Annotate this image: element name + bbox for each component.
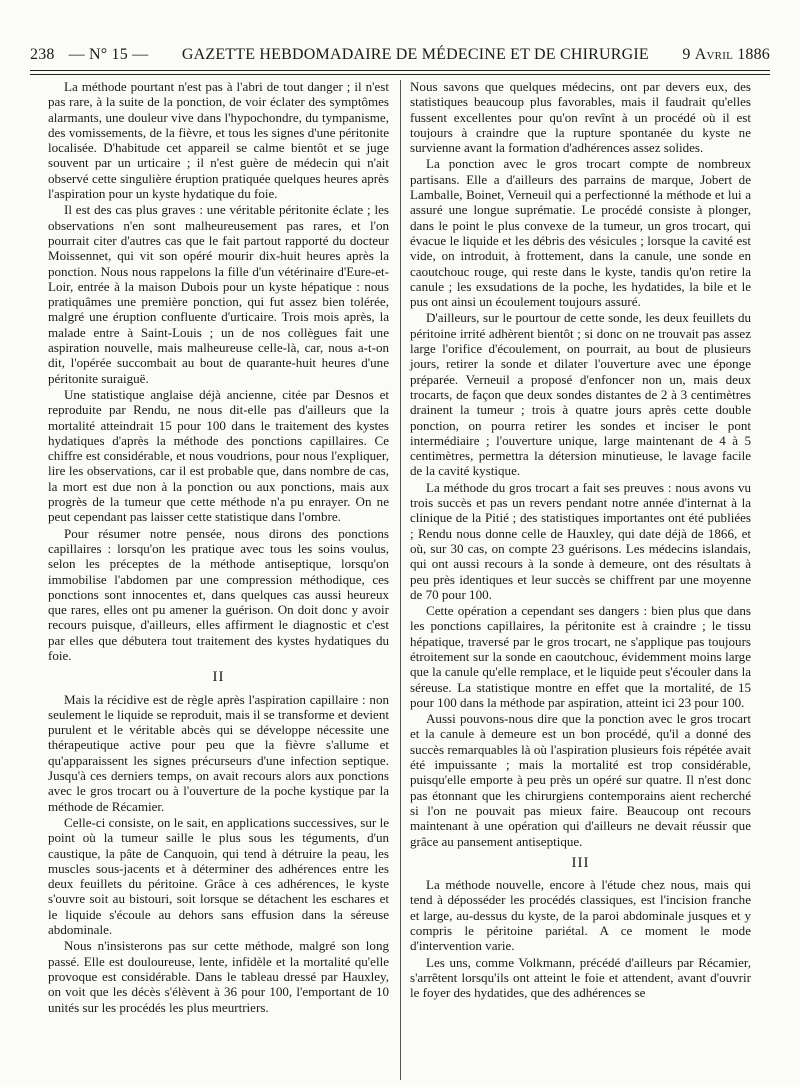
left-column (48, 79, 389, 1015)
issue-number: — N° 15 — (68, 46, 149, 63)
header-rule-top (30, 70, 770, 71)
issue-date (682, 46, 770, 64)
right-column (410, 79, 751, 1001)
page-header (30, 46, 770, 64)
page-number: 238 (30, 46, 55, 63)
paragraph: Aussi pouvons-nous dire que la ponction avec le gros trocart et la canule à demeure est un bon procédé, qu'il a donné des succès remarquables là où l'aspiration plusieurs fois répétée avait été impuissante ; mais la mortalité est trop considérable, puisqu'elle emporte à peu près un opéré sur quatre. Il n'est donc pas étonnant que les chirurgiens contemporains aient recherché si l'on ne pouvait pas mieux faire. Beaucoup ont recours maintenant à une opération qui d'ailleurs ne devait réussir que grâce au pansement antiseptique. (410, 711, 751, 849)
section-heading: III (571, 854, 590, 871)
paragraph: D'ailleurs, sur le pourtour de cette sonde, les deux feuillets du péritoine irrité adhèrent bientôt ; si donc on ne trouvait pas assez large l'orifice d'écoulement, on pourrait, au bout de plusieurs jours, retirer la sonde et dilater l'ouverture avec une éponge préparée. Verneuil a proposé d'enfoncer non un, mais deux trocarts, de façon que deux sondes distantes de 2 à 3 centimètres drainent la tumeur ; trois à quatre jours après cette double ponction, on pourra retirer les sondes et inciser le pont intermédiaire ; l'ouverture unique, large maintenant de 4 à 5 centimètres, permettra la détersion minutieuse, le lavage facile de la cavité kystique. (410, 310, 751, 479)
issue-date-month: Avril (694, 46, 733, 63)
paragraph: Nous n'insisterons pas sur cette méthode, malgré son long passé. Elle est douloureuse, lente, infidèle et la mortalité qu'elle provoque est considérable. Dans le tableau dressé par Hauxley, on voit que les décès s'élèvent à 36 pour 100, l'emportant de 10 unités sur les procédés les plus meurtriers. (48, 938, 389, 1015)
paragraph: La méthode du gros trocart a fait ses preuves : nous avons vu trois succès et pas un revers pendant notre année d'internat à la clinique de la Pitié ; des statistiques importantes ont été publiées ; Rendu nous donne celle de Hauxley, qui date déjà de 1866, et où, sur 30 cas, on compte 23 guérisons. Les médecins islandais, qui ont aussi recours à la sonde à demeure, ont des résultats à peu près identiques et leur succès se chiffrent par une moyenne de 70 pour 100. (410, 479, 751, 602)
column-divider (400, 80, 401, 1080)
paragraph: La méthode nouvelle, encore à l'étude chez nous, mais qui tend à déposséder les procédés classiques, est l'incision franche et large, au-dessus du kyste, de la paroi abdominale jusques et y compris le péritoine pariétal. A ce moment le mode d'intervention varie. (410, 877, 751, 954)
paragraph: Cette opération a cependant ses dangers : bien plus que dans les ponctions capillaires, la péritonite est à craindre ; le tissu hépatique, traversé par le gros trocart, ne s'applique pas toujours étroitement sur la sonde en caoutchouc, évidemment moins large que la canule qu'elle remplace, et le liquide peut s'écouler dans la séreuse. La statistique montre en effet que la mortalité, de 15 pour 100 dans la méthode par aspiration, atteint ici 23 pour 100. (410, 603, 751, 710)
paragraph: Mais la récidive est de règle après l'aspiration capillaire : non seulement le liquide se reproduit, mais il se transforme et devient purulent et le véritable abcès qui se développe nécessite une thérapeutique active pour peu que la fièvre s'allume et qu'apparaissent les signes précurseurs d'une infection septique. Jusqu'à ces derniers temps, on avait recours alors aux ponctions avec le gros trocart ou à l'ouverture de la poche kystique par la méthode de Récamier. (48, 691, 389, 814)
paragraph: Celle-ci consiste, on le sait, en applications successives, sur le point où la tumeur saille le plus sous les téguments, d'un caustique, la pâte de Canquoin, qui tend à détruire la peau, les muscles sous-jacents et à déterminer des adhérences entre les deux feuillets du péritoine. Grâce à ces adhérences, le kyste s'ouvre soit au bistouri, soit lorsque se détachent les eschares et le liquide s'écoule au dehors sans effusion dans la séreuse abdominale. (48, 814, 389, 938)
paragraph: La méthode pourtant n'est pas à l'abri de tout danger ; il n'est pas rare, à la suite de la ponction, de voir éclater des symptômes alarmants, une douleur vive dans l'hypochondre, du tympanisme, des vomissements, de la fièvre, et tous les signes d'une péritonite localisée. D'habitude cet appareil se calme bientôt et se juge souvent par un urticaire ; il n'est guère de médecin qui n'ait observé cette singulière éruption pratiquée quelques heures après l'aspiration pour un kyste hydatique du foie. (48, 79, 389, 202)
header-rule-bottom (30, 74, 770, 75)
issue-date-day: 9 (682, 46, 691, 63)
paragraph: Nous savons que quelques médecins, ont par devers eux, des statistiques beaucoup plus favorables, mais il faudrait qu'elles fussent excellentes pour qu'on revînt à un procédé où il est toujours à craindre que la rupture spontanée du kyste ne survienne avant la formation d'adhérences assez solides. (410, 79, 751, 156)
paragraph: Les uns, comme Volkmann, précédé d'ailleurs par Récamier, s'arrêtent lorsqu'ils ont atteint le foie et attendent, avant d'ouvrir le foyer des hydatides, que des adhérences se (410, 954, 751, 1001)
paragraph: Une statistique anglaise déjà ancienne, citée par Desnos et reproduite par Rendu, ne nous dit-elle pas d'ailleurs que la mortalité atteindrait 15 pour 100 dans le traitement des kystes hydatiques d'après la méthode des ponctions capillaires. Ce chiffre est considérable, et nous voudrions, pour nous l'expliquer, lire les observations, car il est probable que, dans nombre de cas, la mort est due non à la ponction ou aux ponctions, mais aux progrès de la tumeur que cette méthode n'a pu enrayer. On ne peut cependant pas laisser cette statistique dans l'ombre. (48, 386, 389, 525)
journal-title: GAZETTE HEBDOMADAIRE DE MÉDECINE ET DE CHIRURGIE (181, 46, 649, 63)
paragraph: La ponction avec le gros trocart compte de nombreux partisans. Elle a d'ailleurs des parrains de marque, Jobert de Lamballe, Boinet, Verneuil qui a perfectionné la méthode et lui a assuré une longue suprématie. Le procédé consiste à plonger, dans le point le plus convexe de la tumeur, un gros trocart, qui évacue le liquide et les débris des vésicules ; lorsque la cavité est vide, on introduit, à frottement, dans la canule, une sonde en caoutchouc rouge, qui reste dans le kyste, tandis qu'on retire la canule ; les exsudations de la poche, les hydatides, la bile et le pus ont ainsi un écoulement toujours assuré. (410, 156, 751, 310)
issue-date-year: 1886 (737, 46, 770, 63)
paragraph: Pour résumer notre pensée, nous dirons des ponctions capillaires : lorsqu'on les pratique avec tous les soins voulus, selon les préceptes de la méthode antiseptique, lorsqu'on immobilise l'abdomen par une compression méthodique, ces ponctions sont innocentes et, dans quelques cas aussi heureux que rares, elles ont pu amener la guérison. On doit donc y avoir recours puisque, d'ailleurs, elles affirment le diagnostic et c'est par elles que débutera tout traitement des kystes hydatiques du foie. (48, 525, 389, 663)
paragraph: Il est des cas plus graves : une véritable péritonite éclate ; les observations n'en sont malheureusement pas rares, et l'on pourrait citer d'autres cas que le fait partout rapporté du docteur Moissennet, qui vit son opéré mourir dix-huit heures après la ponction. Nous nous rappelons la fille d'un vétérinaire d'Eure-et-Loir, entrée à la maison Dubois pour un kyste hépatique : nous pratiquâmes une première ponction, qui fut assez bien tolérée, malgré une éruption confluente d'urticaire. Trois mois après, la malade entre à Saint-Louis ; un de nos collègues fait une aspiration nouvelle, mais malheureuse celle-là, car, nous a-t-on dit, l'opérée succombait au bout de quarante-huit heures d'une péritonite suraiguë. (48, 202, 389, 386)
section-heading: II (212, 669, 225, 686)
